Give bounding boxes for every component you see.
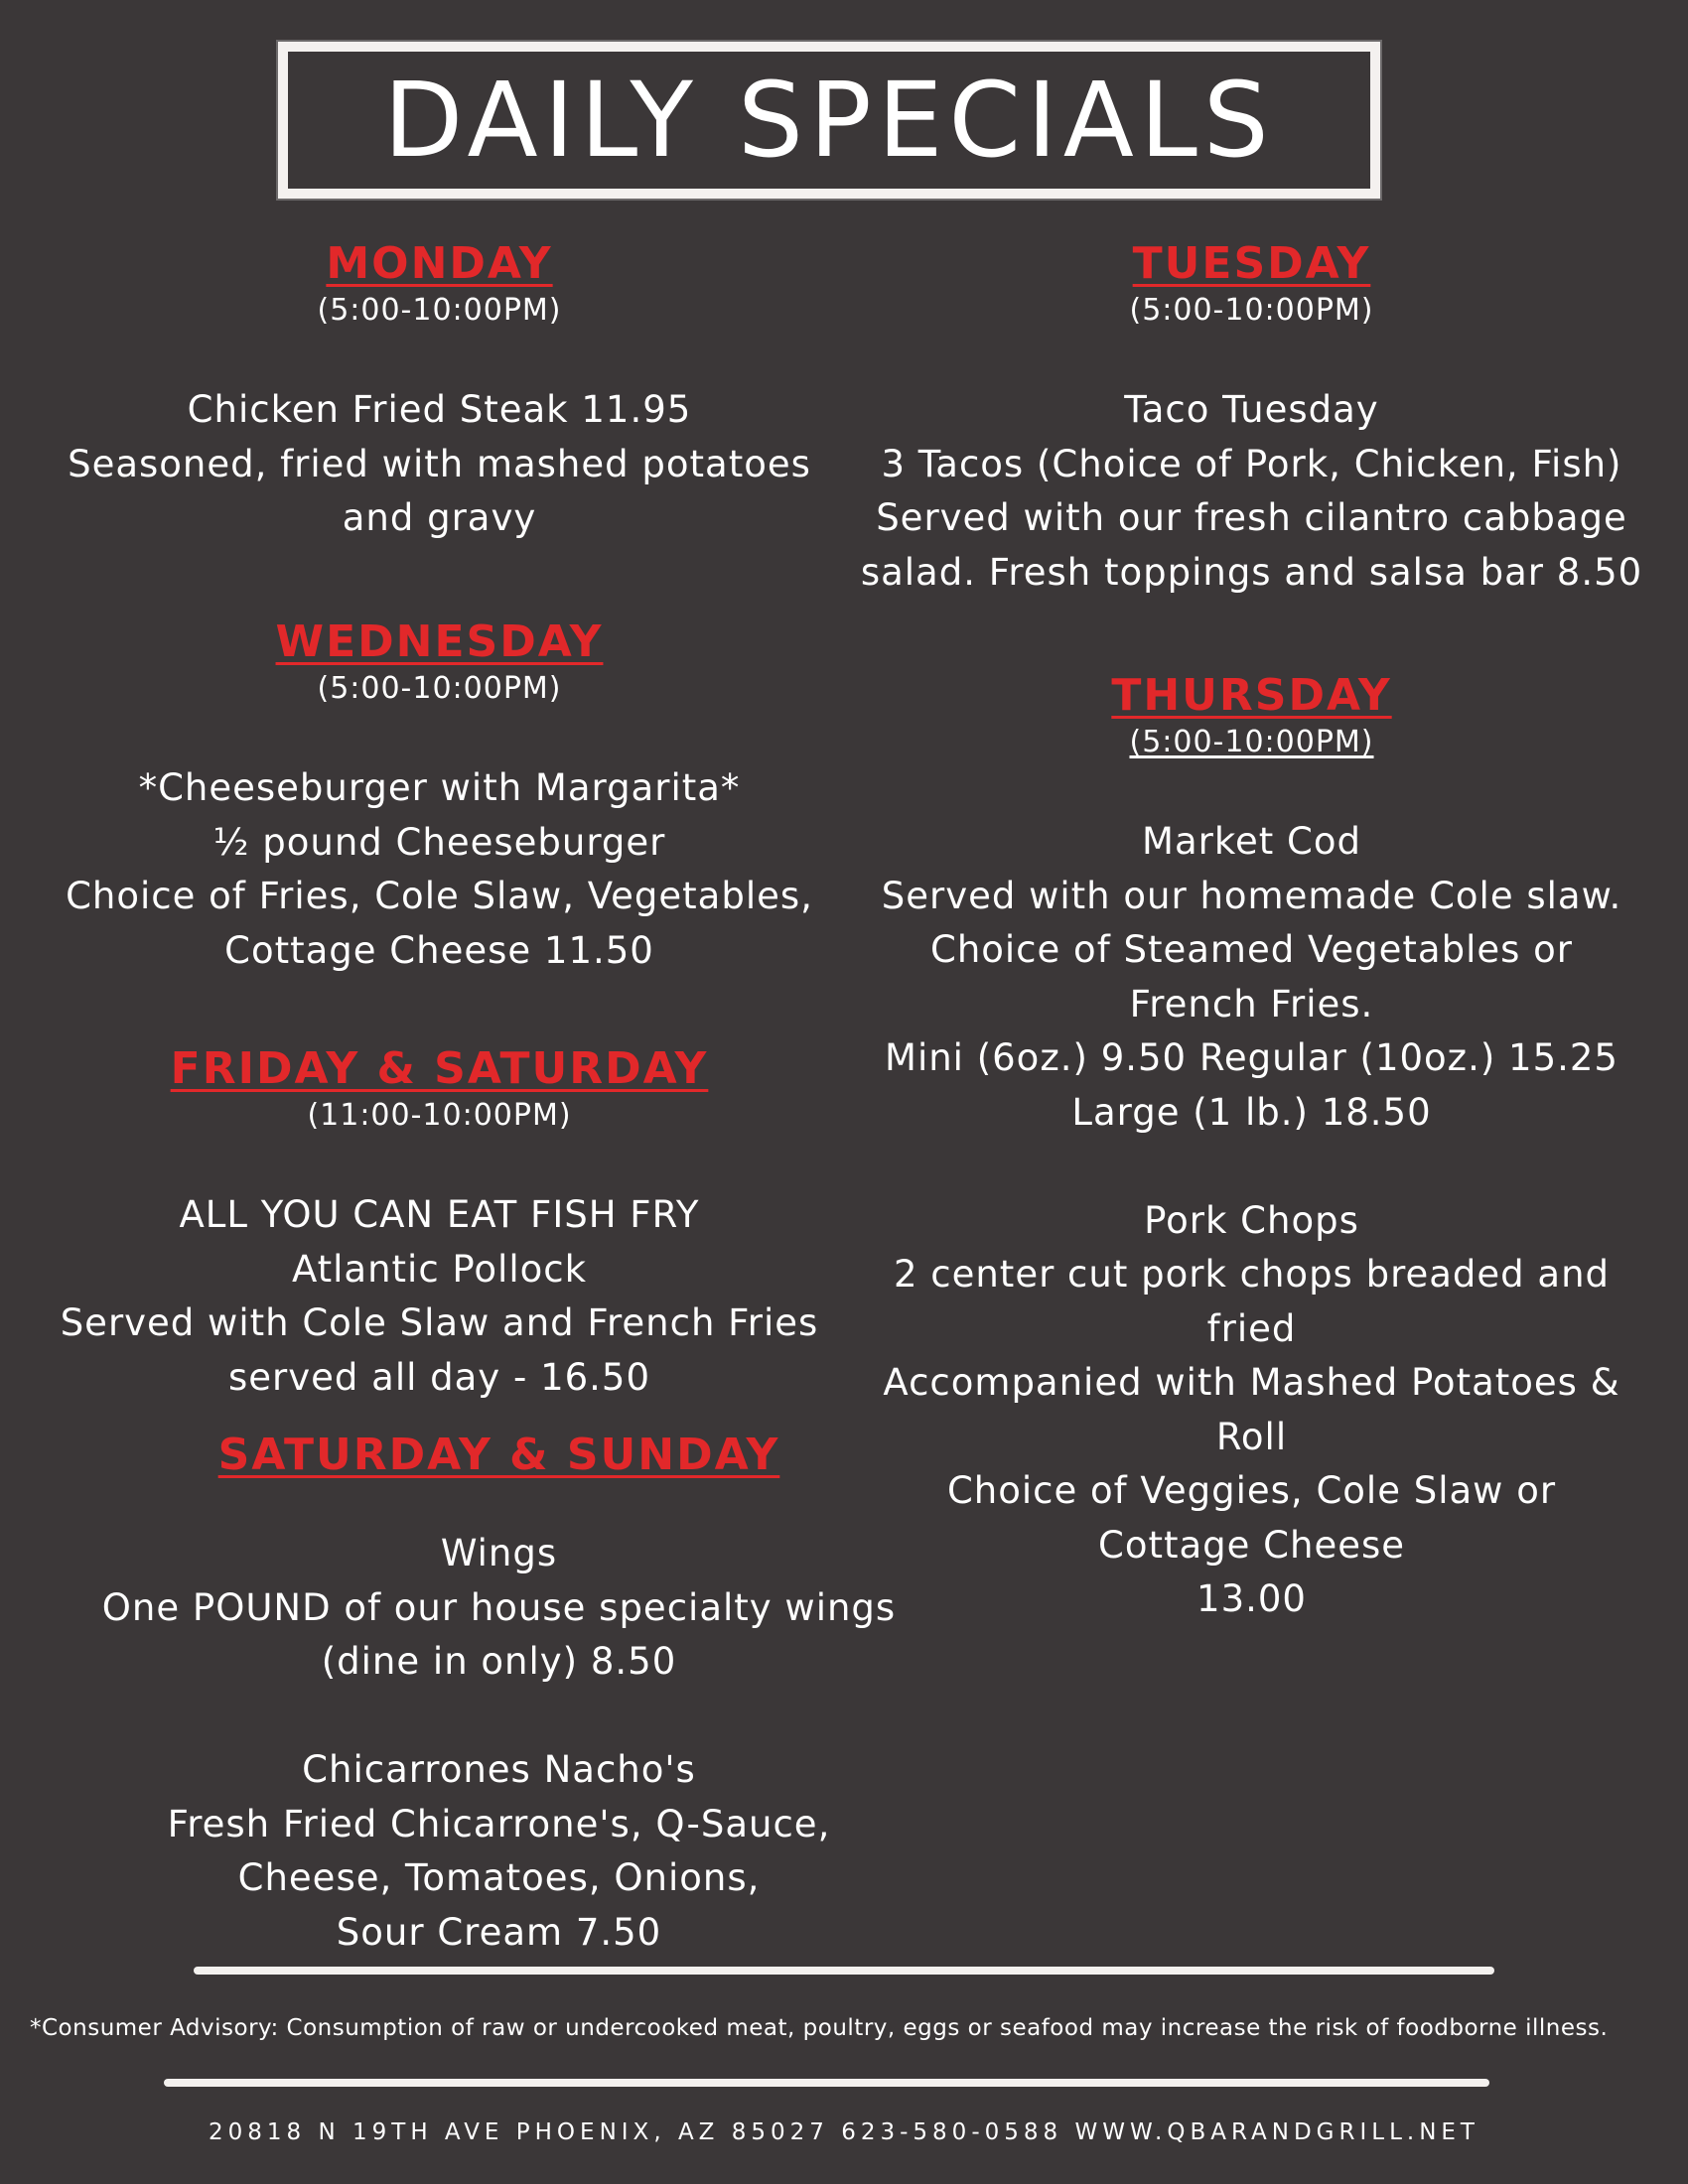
menu-line: Mini (6oz.) 9.50 Regular (10oz.) 15.25 <box>885 1036 1618 1079</box>
menu-line: Wings <box>440 1532 558 1574</box>
menu-line: Served with Cole Slaw and French Fries <box>60 1301 819 1344</box>
wednesday-heading: WEDNESDAY <box>275 616 604 667</box>
monday-heading: MONDAY <box>326 238 553 289</box>
menu-line: served all day - 16.50 <box>227 1355 650 1399</box>
menu-line: Accompanied with Mashed Potatoes & <box>883 1361 1620 1404</box>
menu-line: *Cheeseburger with Margarita* <box>138 766 741 809</box>
friday-saturday-section <box>20 1043 859 1405</box>
menu-line: salad. Fresh toppings and salsa bar 8.50 <box>860 550 1643 594</box>
tuesday-hours: (5:00-10:00PM) <box>1129 293 1374 328</box>
menu-line: Taco Tuesday <box>1124 388 1379 431</box>
menu-line: ½ pound Cheeseburger <box>212 820 666 864</box>
friday-saturday-heading: FRIDAY & SATURDAY <box>170 1043 709 1094</box>
title-frame <box>278 42 1380 199</box>
menu-line: Atlantic Pollock <box>291 1247 588 1291</box>
menu-line: 13.00 <box>1196 1577 1307 1620</box>
menu-line: Chicken Fried Steak 11.95 <box>187 388 692 431</box>
menu-line: ALL YOU CAN EAT FISH FRY <box>179 1193 700 1236</box>
menu-line: Sour Cream 7.50 <box>336 1910 662 1954</box>
menu-line: French Fries. <box>1129 982 1374 1025</box>
menu-line: Served with our fresh cilantro cabbage <box>876 496 1627 539</box>
menu-line: Choice of Veggies, Cole Slaw or <box>946 1469 1557 1512</box>
tuesday-section <box>842 238 1661 600</box>
menu-line <box>79 1690 918 1744</box>
menu-line: Cottage Cheese 11.50 <box>224 928 654 972</box>
divider-top <box>194 1967 1494 1975</box>
saturday-sunday-heading: SATURDAY & SUNDAY <box>217 1430 780 1480</box>
saturday-sunday-section <box>79 1430 918 1960</box>
thursday-lines <box>842 815 1661 1627</box>
menu-line: (dine in only) 8.50 <box>321 1640 677 1683</box>
monday-lines <box>20 383 859 546</box>
friday-saturday-lines <box>20 1188 859 1405</box>
menu-line: Fresh Fried Chicarrone's, Q-Sauce, <box>167 1802 831 1845</box>
thursday-section <box>842 670 1661 1627</box>
wednesday-lines <box>20 761 859 978</box>
menu-line: Choice of Steamed Vegetables or <box>929 928 1574 971</box>
consumer-advisory: *Consumer Advisory: Consumption of raw or undercooked meat, poultry, eggs or seafood may increase the risk of foodborne illness. <box>30 2015 1609 2041</box>
menu-line: Cottage Cheese <box>1097 1523 1406 1567</box>
saturday-sunday-lines <box>79 1527 918 1960</box>
thursday-hours: (5:00-10:00PM) <box>1129 725 1374 759</box>
menu-line: Market Cod <box>1142 820 1361 863</box>
menu-line: Seasoned, fried with mashed potatoes <box>68 442 811 485</box>
menu-line: fried <box>1206 1306 1297 1350</box>
monday-hours: (5:00-10:00PM) <box>317 293 562 328</box>
thursday-heading: THURSDAY <box>1111 670 1392 721</box>
menu-line <box>842 1140 1661 1194</box>
menu-line: Roll <box>1215 1415 1288 1458</box>
monday-section <box>20 238 859 546</box>
menu-line: and gravy <box>342 496 537 539</box>
menu-line: One POUND of our house specialty wings <box>101 1585 897 1629</box>
divider-bottom <box>164 2079 1489 2087</box>
menu-line: Choice of Fries, Cole Slaw, Vegetables, <box>66 875 813 917</box>
menu-line: Large (1 lb.) 18.50 <box>1071 1090 1432 1134</box>
menu-line: 3 Tacos (Choice of Pork, Chicken, Fish) <box>881 442 1622 485</box>
wednesday-hours: (5:00-10:00PM) <box>317 671 562 706</box>
menu-line: Pork Chops <box>1144 1198 1359 1242</box>
tuesday-heading: TUESDAY <box>1132 238 1371 289</box>
tuesday-lines <box>842 383 1661 600</box>
page-title: DAILY SPECIALS <box>383 60 1275 181</box>
footer-address: 20818 N 19TH AVE PHOENIX, AZ 85027 623-580-0588 WWW.QBARANDGRILL.NET <box>209 2119 1479 2145</box>
friday-saturday-hours: (11:00-10:00PM) <box>307 1098 572 1133</box>
menu-line: Chicarrones Nacho's <box>302 1748 696 1791</box>
menu-line: Cheese, Tomatoes, Onions, <box>237 1856 761 1899</box>
menu-line: Served with our homemade Cole slaw. <box>881 874 1622 917</box>
menu-line: 2 center cut pork chops breaded and <box>893 1253 1611 1296</box>
wednesday-section <box>20 616 859 978</box>
